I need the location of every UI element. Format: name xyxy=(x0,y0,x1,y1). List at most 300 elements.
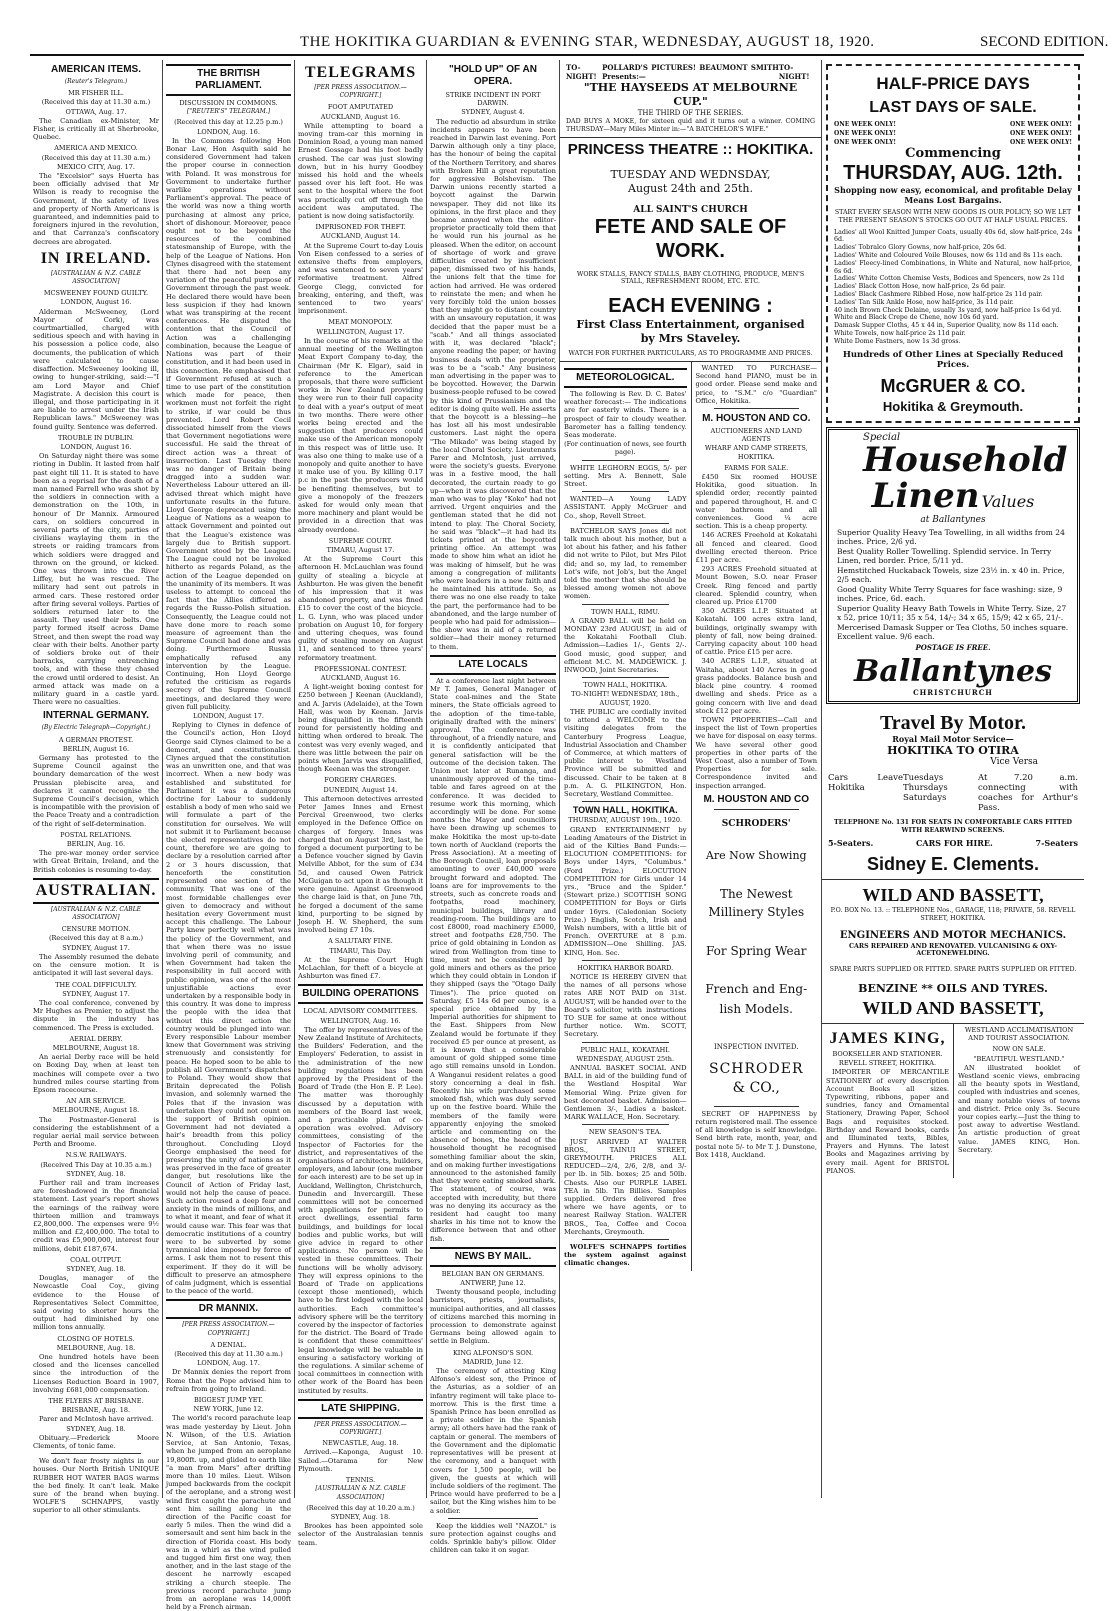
dateline: POSTAL RELATIONS. xyxy=(60,830,132,839)
article-body: Douglas, manager of the Newcastle Coal Coy., giving evidence to the House of Representatives Select Committee, said owing to shorter hours the output had diminished by one million tons annually. xyxy=(33,1274,159,1332)
heading-sub: [AUSTRALIAN & N.Z. CABLE ASSOCIATION] xyxy=(315,1485,406,1501)
james-king-ad xyxy=(822,1024,953,1178)
received-note: (Received this day at 11.30 a.m.) xyxy=(174,1350,283,1359)
place-date: BERLIN, August 16. xyxy=(62,744,130,753)
dateline: AN AIR SERVICE. xyxy=(66,1097,126,1106)
article-body: The world's record parachute leap was made yesterday by Lieut. John N. Wilson, of the U.S. Aviation Service, at San Antonio, Texas, when he jumped from an aeroplane 19,800ft. up, and glided to earth like "a man from Mars" after drifting more than 10 miles. Lieut. Wilson jumped backwards from the cockpit of the aeroplane, and a strong west wind first caught the parachute and sent him sailing along in the direction of the Pacific coast for early 5 miles. Then the wind did a somersault and sent him back in the direction of Florida coast. His body was in a whirl as the wind pulled and tugged him first one way, then another, and in the last stage of the descent he narrowly escaped striking a church steeple. The previous record parachute jump from an aeroplane was 14,000ft held by a French airman. xyxy=(166,1414,291,1611)
received-note: (Received this day at 11.30 a.m.) xyxy=(41,98,151,107)
hayseeds-body: DAD BUYS A MOKE, for sixteen quid and it turns out a winner. COMING THURSDAY—Mary Miles Minter in:—"A BATCHELOR'S WIFE." xyxy=(566,118,815,133)
weather-forecast: The following is Rev. D. C. Bates' weather forecast:— The indications are for easterly winds. There is a prospect of fair to cloudy weather. Barometer has a falling tendency. Seas moderate. xyxy=(564,389,687,439)
princess-theatre-title: PRINCESS THEATRE :: HOKITIKA. xyxy=(567,140,814,158)
article-body: On Saturday night there was some rioting in Dublin. It lasted from half past eight till 11. It is stated to have been as a reprisal for the death of a man named Farrell who was shot by the soldiers in connection with a demonstration on the 10th, in honour of Dr Mannix. Armoured cars, on soldiers concurred in several parts of the city, parties of civilians waylaying them in the streets or raiding tramcars from which soldiers were dragged and thrown on the ground, or kicked. One was thrown into the River Liffey, but he was rescued. The military had sent out patrols in armed cars. These restored order after firing several volleys. Parties of soldiers returned later to the assault. They used their belts. One party formed itself across Dame Street, and then swept the road way clear with their belts. Another party of soldiers broke out of their barracks, carrying entrenching tools, and with these they chased the crowd until ordered to desist. An armed attack was made on a military guard in a castle yard. There were no casualties. xyxy=(33,452,159,707)
sale-item: Ladies' Tobralco Glory Gowns, now half-price, 20s 6d. xyxy=(834,244,1007,252)
connect-time: At 7.20 a.m. connecting with coaches for Arthur's Pass. xyxy=(978,773,1078,814)
grand-entertainment-ad: GRAND ENTERTAINMENT by Leading Amateurs of the District in aid of the Kilties Band Funds:— ELOCUTION COMPETITIONS: for Boys under 14yrs, "Columbus." (Ford Prize.) ELOCUTION COMPETITION for Girls under 14 yrs., "Bruce and the Spider." (Stewart prize.) SCOTTISH SONG COMPETITION for Boys or Girls under 16yrs. (Caledonian Society Prize.) English, Scotch, Irish and Welsh numbers, with a little bit of French. OVERTURE at 8 p.m. ADMISSION—One Shilling. JAS. KING, Hon. Sec. xyxy=(564,825,687,957)
dateline: LOCAL ADVISORY COMMITTEES. xyxy=(303,1007,418,1016)
linen-item: Best Quality Roller Towelling. Splendid service. In Terry Linen, red border. Price, 5/11 yd. xyxy=(837,546,1052,565)
fete-stalls: WORK STALLS, FANCY STALLS, BABY CLOTHING, PRODUCE, MEN'S STALL, REFRESHMENT ROOM, ETC. ETC. xyxy=(576,270,805,286)
bookseller-line: BOOKSELLER AND STATIONER. xyxy=(832,1049,943,1058)
postage-free: POSTAGE IS FREE. xyxy=(915,642,991,652)
place-date: MADRID, June 12. xyxy=(462,1357,524,1366)
secret-happiness-ad: SECRET OF HAPPINESS by return registered mail. The essence of all knowledge is self knowledge. Send birth rate, month, year, and postal note 5/- to Mr T. J. Dunstone, Box 1418, Auckland. xyxy=(695,1109,817,1159)
place-date: LONDON, August 16. xyxy=(60,298,132,307)
dateline: BIGGEST JUMP YET. xyxy=(194,1396,263,1405)
divider xyxy=(582,677,669,678)
place-date: BRISBANE, Aug. 18. xyxy=(61,1406,131,1415)
masthead-rule xyxy=(30,54,1084,56)
place-date: MELBOURNE, August 18. xyxy=(52,1106,140,1115)
article-body: Twenty thousand people, including barristers, priests, journalists, municipal authorities, and all classes of citizens marched this morning in procession to demonstrate against Germans being allowed again to settle in Belgium. xyxy=(430,1288,556,1346)
dateline: CENSURE MOTION. xyxy=(61,925,131,934)
divider xyxy=(714,1106,800,1107)
place-date: TIMARU, August 17. xyxy=(326,545,395,554)
batchelor-ad: BATCHELOR SAYS Jones did not talk much about his mother, but a lot about his father, and his father did not write to Pilot, but Mrs Pilot did; and so, my lad, to remember Lot's wife, not Job's, but the Angel told the mother that she should be blessed among women not above women. xyxy=(564,526,687,601)
tonight-label: TO-NIGHT! xyxy=(566,63,597,81)
continuation-note: (For continuation of news, see fourth page). xyxy=(564,440,687,457)
linen-values-row xyxy=(833,475,1073,516)
schedule-row xyxy=(828,773,1078,813)
divider xyxy=(582,460,669,461)
sale-item: Ladies' Tan Silk Ankle Hose, now half-price, 3s 11d pair. xyxy=(834,298,1014,306)
heading-sub: [PER PRESS ASSOCIATION.—COPYRIGHT.] xyxy=(182,1321,275,1337)
property-146: 146 ACRES Freehold at Kokatahi all fenced and cleared. Good dwelling erected thereon. Price £11 per acre. xyxy=(695,531,817,565)
sale-item: White and Black Crepe de Chene, now 10s 6d yard. xyxy=(834,314,999,322)
article-body: Germany has protested to the Supreme Council against the boundary demarcation of the west Prussian plebiscite area, and declares it cannot recognise the Supreme Council's decision, which is incompatible with the provision of the Peace Treaty and a contradiction of the right of self-determination. xyxy=(33,754,159,828)
sale-item: 40 inch Brown Check Delaine, usually 3s yard, now half-price 1s 6d yd. xyxy=(834,306,1062,314)
divider xyxy=(448,1518,538,1519)
special-household-row xyxy=(833,431,1073,480)
wild-bassett-name-2: WILD AND BASSETT, xyxy=(862,997,1044,1018)
advert-nazol: Keep the kiddies well "NAZOL" is sure protection against coughs and colds. Sprinkle baby's pillow. Older children can take it on sugar. xyxy=(430,1521,556,1555)
heading-sub: [PER PRESS ASSOCIATION.—COPYRIGHT.] xyxy=(314,84,407,100)
place-date: DUNEDIN, August 14. xyxy=(323,785,398,794)
last-days-title: LAST DAYS OF SALE. xyxy=(869,99,1037,116)
james-king-body: IMPORTER OF MERCANTILE STATIONERY of every description Account Books all sizes. Typewriting, ribbons, paper and sundries, fancy and Ornamental Stationery, Drawing Paper, School Bags and requisites stocked. Birthday and Reward books, cards and Illuminated texts, Bibles, Prayers and Hymns. The latest Books and Magazines arriving by every mail. Agent for BRISTOL PIANOS. xyxy=(826,1068,949,1175)
watch-particulars: WATCH FOR FURTHER PARTICULARS, AS TO PROGRAMME AND PRICES. xyxy=(568,350,813,358)
kokatahi-hall-heading: PUBLIC HALL, KOKATAHI. xyxy=(580,1045,670,1054)
article-body: Replying to Clynes in defence of the Council's action, Hon Lloyd George said Clynes claimed to be a democrat, and constitutionalist. Clynes argued that the constitution was an unwritten one, and that was incorrect. When a new body was established and substituted for Parliament it was a dangerous doctrine for Labour to suddenly establish a body of men who said we will formulate a part of the constitution for ourselves. We will not submit it to Parliament because the elected representatives do not count, therefore we are going to declare by a resolution carried after 2 or 3 hours discussion, that henceforth the constitution represented one section of the community. That was one of the most formidable challenges ever given to democracy and without hesitation every Government must accept this challenge. The Labour Party knew perfectly well what was the policy of the Government, and that when there was no issue involving peril of community, and when Government had taken the responsibility in full accord with public opinion, was one of the most unjustifiable actions ever undertaken by a responsible body in this country. It was done to impress the people with the idea that without this direct action the country would be plunged into war. Every responsible Labour member knew that Government was striving strenuously and consistently for peace. He hoped soon to be able to publish all Government's dispatches to Poland. They would show that Britain deprecated the Polish invasion, and solemnly warned the Poles that if the invasion was undertaken they could not count on the support of British opinion. Government had not deviated a hair's breadth from this policy throughout. Concluding Lloyd George emphasised the need for preserving the unity of nations as it was preserved in the face of greater danger, but resolutions like the Council of Action of Friday last, would not help the cause of peace. Such action roused a deep fear and anxiety in the minds of millions, and to what it meant, and fear of what it would cause war. This fear was that democratic institutions of a country were to be subverted by some tyrannical idea imposed by force of arms. I ask them not to resent this experiment. If they do it will be difficult to preserve an atmosphere of calm judgment, which is essential to the peace of the world. xyxy=(166,721,291,1296)
article-body: At the Supreme Court to-day Louis Von Eisen confessed to a series of extensive thefts from employers, and was sentenced to seven years' reformative treatment. Alfred George Clegg, convicted for breaking, entering, and theft, was sentenced to two years' imprisonment. xyxy=(298,241,423,316)
one-week-row xyxy=(834,129,1072,138)
dateline: TROUBLE IN DUBLIN. xyxy=(58,433,134,442)
hire-row xyxy=(828,839,1078,848)
route-line: HOKITIKA TO OTIRA xyxy=(887,744,1019,758)
dateline: BELGIAN BAN ON GERMANS. xyxy=(441,1269,545,1278)
heading-sub: (Reuter's Telegram.) xyxy=(64,78,128,85)
acclimatisation-heading: WESTLAND ACCLIMATISATION AND TOURIST ASSOCIATION. xyxy=(964,1025,1074,1043)
dateline: A GERMAN PROTEST. xyxy=(58,735,134,744)
rimu-ball-ad: A GRAND BALL will be held on MONDAY 23rd AUGUST, in aid of the Kokatahi Football Club. Admission—Ladies 1/-, Gents 2/-. Good music, good supper, and efficient M.C. M. MADGEWICK. J. INWOOD, Joint Secretaries. xyxy=(564,616,687,675)
place-date: OTTAWA, Aug. 17. xyxy=(65,107,127,116)
cars-repaired: CARS REPAIRED AND RENOVATED. VULCANISING & OXY-ACETONEWELDING. xyxy=(848,942,1058,958)
linen-item: Hemstitched Huckaback Towels, size 23½ in. x 40 in. Price, 2/5 each. xyxy=(837,565,1065,584)
dateline: THE FLYERS AT BRISBANE. xyxy=(48,1397,144,1406)
article-body: Parer and McIntosh have arrived. xyxy=(39,1415,154,1424)
basket-social-ad: ANNUAL BASKET SOCIAL AND BALL in aid of the building fund of the Westland Hospital War Memorial Wing. Prize given for best decorated basket. Admission—Gentlemen 3/-, Ladies a basket. MARK WALLACE, Hon. Secretary. xyxy=(564,1064,687,1122)
dateline: PROFESSIONAL CONTEST. xyxy=(314,664,407,673)
place-date: TIMARU, This Day. xyxy=(329,946,392,955)
sale-item: Ladies' Fleecy-lined Combinations, in White and Natural, now half-price, 6s 6d. xyxy=(834,259,1072,275)
each-evening: EACH EVENING : xyxy=(608,295,773,318)
tonight-label: TO-NIGHT! xyxy=(778,63,810,81)
seven-seaters: 7-Seaters xyxy=(1035,837,1078,848)
dateline: IMPRISONED FOR THEFT. xyxy=(315,223,406,232)
article-body: The Postmaster-General is considering the establishment of a regular aerial mail service between Perth and Broome. xyxy=(33,1115,159,1149)
thursday-date: THURSDAY, AUG. 12th. xyxy=(843,162,1063,184)
fete-dates-2: August 24th and 25th. xyxy=(628,181,753,195)
place-date: SYDNEY, Aug. 18. xyxy=(66,1265,126,1273)
heading-telegrams: TELEGRAMS xyxy=(304,64,417,81)
dateline: AMERICA AND MEXICO. xyxy=(54,144,138,153)
article-body: The Canadian ex-Minister, Mr Fisher, is critically ill at Sherbrooke, Quebec. xyxy=(33,116,159,142)
article-body: The offer by representatives of the New Zealand Institute of Architects, the Builders' Federation, and the Employers' Federation, to assist in the administration of the new building regulations has been approved by the President of the Board of Trade (the Hon E. P. Lee). The matter was thoroughly discussed by a deputation with members of the Board last week, and a practicable plan of co-operation was evolved. Advisory committees, consisting of the Inspector of Factories for the district, and representatives of the organisations of architects, builders, employers, and labour (one member for each interest) are to be set up in Auckland, Wellington, Christchurch, Dunedin and Invercargill. These committees will not be concerned with applications for permits to erect dwellings, essential farm buildings, and buildings for local bodies and public works, but will give advice in regard to other applications. No person will be vested in these committees. Their functions will be wholly advisory. They will express opinions to the Board of Trade on applications (except those mentioned), which have to be first lodged with the local authorities. Each committee's advisory sphere will be the territory covered by the inspector of factories for the district. The Board of Trade is confident that these committees' legal knowledge will be valuable in ensuring a satisfactory working of the regulations. A similar scheme of local committees in connection with other work of the Board has been instituted by results. xyxy=(298,1025,423,1395)
church-name: ALL SAINT'S CHURCH xyxy=(633,204,748,215)
linen-item: Mercerised Damask Supper or Tea Cloths, 50 inches square. Excellent value. 9/6 each. xyxy=(837,622,1069,641)
place-date: MEXICO CITY, Aug. 17. xyxy=(57,162,135,171)
received-note: (Received This Day at 10.35 a.m.) xyxy=(40,1160,152,1169)
dateline: FORGERY CHARGES. xyxy=(324,776,397,785)
household-script: Household xyxy=(863,439,1068,480)
bottom-two-col xyxy=(822,1024,1084,1178)
place-date: LONDON, August 16. xyxy=(60,442,132,451)
heading-news-by-mail: NEWS BY MAIL. xyxy=(430,1247,556,1267)
one-week-left: ONE WEEK ONLY! xyxy=(834,121,897,128)
special-label: Special xyxy=(863,431,901,443)
sale-item: Damask Supper Cloths, 45 x 44 in, Superior Quality, now 8s 11d each. xyxy=(834,322,1059,330)
acclimatisation-ad xyxy=(953,1024,1084,1178)
james-king-name: JAMES KING, xyxy=(829,1029,946,1047)
heading-sub: ["REUTER'S" TELEGRAM.] xyxy=(186,108,271,116)
article-body: At the Supreme Court this afternoon H. McLauchlan was found guilty of stealing a bicycle at Ashburton. He was given the benefit of his impression that it was abandoned property, and was fined £15 to cover the cost of the bicycle. L. G. Lynn, who was placed under probation on August 10, for forgery and uttering cheques, was found guilty of stealing money on August 11, and sentenced to three years' reformatory treatment. xyxy=(298,555,423,662)
column-2 xyxy=(162,60,294,1611)
divider xyxy=(714,809,800,810)
entertainment-line: First Class Entertainment, organised xyxy=(576,318,805,332)
divider xyxy=(714,408,800,409)
column-5-ads xyxy=(559,60,821,1498)
half-price-inner xyxy=(832,70,1074,417)
wild-bassett-ad xyxy=(822,880,1084,1024)
dateline: STRIKE INCIDENT IN PORT DARWIN. xyxy=(445,91,541,108)
town-hall-heading-2: TOWN HALL, HOKITIKA. xyxy=(572,805,678,816)
now-on-sale: NOW ON SALE. xyxy=(992,1045,1046,1054)
article-body: At the Supreme Court Hugh McLachlan, for theft of a bicycle at Ashburton was fined £7. xyxy=(298,955,423,981)
service-days: Tuesdays Thursdays Saturdays xyxy=(903,773,948,804)
article-body: In the Commons following Hon Bonar Law, Hon Asquith said he considered Government had taken the proper course in connection with Poland. It was monstrous for Government to undertake further warlike operations without Parliament's approval. The peace of the world was now a thing worth purchasing at almost any price, short of dishonour. Moreover, peace ought not to be beyond the resources of the combined statesmanship of Europe, with the help of the League of Nations. Hon Clynes disagreed with the statement that there had not been any variation of the peaceful purpose of Government through the past week. He declared there would have been less suspicion if they had known what was transpiring at the recent conferences. He disputed the contention that the Council of Action was a challenging combination, because the League of Nations was part of their constitution, and it had been used in this connection. He emphasised that if Government refused at such a time to use part of the constitution which made for peace, then workmen must not forfeit the right to strike, if war could be thus prevented. Lord Robert Cecil dissociated himself from the views that Government negotiations were successful. He said the threat of direct action was a threat of insurrection. Last Tuesday there was no danger of Britain being dragged into a sudden war. Nevertheless Labour uttered an ill-advised threat which might have unfortunate results in the future. Lloyd George deprecated using the League of Nations as a weapon to attack Government and pointed out that the League's existence was largely due to British support. Government stood by the League. The League could not be invoked hitherto as regards Poland, as the action of the League depended on the unanimity of its members. It was useless to attempt to conceal the fact that the Allies differed as regards the Russo-Polish situation. Consequently, the League could not have done more to reach some measure of agreement than the Supreme Council had done and was doing. Furthermore Russia emphatically refused any intervention by the League. Continuing, Hon Lloyd George refuted the criticism as regards secrecy of the Supreme Council meetings, and declared they were given full publicity. xyxy=(166,136,291,711)
article-body: Dr Mannix denies the report from Rome that the Pope advised him to refrain from going to Ireland. xyxy=(166,1368,291,1393)
welcome-ad: THE PUBLIC are cordially invited to attend a WELCOME to the visiting delegates from the Canterbury Progress League, Industrial Association and Chamber of Commerce, at which matters of public interest to Westland Province will be submitted and discussed. Chair to be taken at 8 p.m. A. G. PILKINGTON, Hon. Secretary, Westland Committee. xyxy=(564,707,687,798)
heading-sub: [PER PRESS ASSOCIATION.—COPYRIGHT.] xyxy=(314,1420,407,1437)
article-body: The ceremony of attesting King Alfonso's eldest son, the Prince of the Asturias, as a soldier of an infantry regiment will take place to-morrow. This is the first time a Spanish Prince has been enrolled as a private soldier in the Spanish army; all others have had the rank of captain or general. The members of the Government and the diplomatic representatives will be present at the ceremony, and a banquet with covers for 1,500 people, will be given, the guests at which will include soldiers of the regiment. The Prince would have preferred to be a sailor, but the King wishes him to be a soldier. xyxy=(430,1367,556,1515)
article-body: A light-weight boxing contest for £250 between J Keenan (Auckland), and A. Jarvis (Adelaide), at the Town Hall, was won by Keenan. Jarvis being disqualified in the fifteenth round for persistently holding and hitting when ordered to break. The contest was very evenly waged, and there was little between the pair on points when Jarvis was disqualified, though Keenan was the stronger. xyxy=(298,683,423,774)
ads-left-subcol xyxy=(560,362,691,1271)
one-week-row xyxy=(834,120,1072,129)
at-ballantynes: at Ballantynes xyxy=(920,514,986,525)
benzine-line: BENZINE ** OILS AND TYRES. xyxy=(858,981,1048,995)
place-date: MELBOURNE, August 18. xyxy=(52,1043,140,1052)
article-body: Obituary.—Frederick Moore Clements, of tonic fame. xyxy=(33,1433,159,1451)
mcgruer-location: Hokitika & Greymouth. xyxy=(882,398,1024,414)
dateline: THE COAL DIFFICULTY. xyxy=(55,980,137,989)
advert-hot-water-bags: We don't fear frosty nights in our houses. Our North British UNIQUE RUBBER HOT WATER BAGS warms the bed finely. It can't leak. Make sure of the brand when buying. WOLFE'S SCHNAPPS, vastly superior to all other stimulants. xyxy=(33,1457,159,1515)
schroders-name: SCHRODERS' xyxy=(721,818,791,829)
place-date: WELLINGTON, August 17. xyxy=(316,327,405,336)
mcgruer-name: McGRUER & CO. xyxy=(880,375,1026,396)
place-date: LONDON, Aug. 16. xyxy=(197,127,260,136)
harbour-notice: NOTICE IS HEREBY GIVEN that the names of all persons whose rates ARE NOT PAID on 31st. AUGUST, will be handed over to the Board's solicitor, with instructions TO SUE for same at once without further notice. Wm. SCOTT, Secretary. xyxy=(564,972,687,1039)
place-date: SYDNEY, Aug. 18. xyxy=(66,1424,126,1433)
one-week-left: ONE WEEK ONLY! xyxy=(834,139,897,146)
heading-american-items: AMERICAN ITEMS. xyxy=(51,64,141,75)
ballantynes-linen-ad xyxy=(826,427,1080,705)
place-date: SYDNEY, August 17. xyxy=(62,989,130,998)
property-340: 340 ACRES L.I.P., situated at Waitaha, about 140 Acres in good grass paddocks. Balance bush and black pine country. 4 roomed dwelling and sheds. Price as a going concern with live and dead stock £12 per acre. xyxy=(695,657,817,715)
wild-bassett-name: WILD AND BASSETT, xyxy=(862,884,1044,905)
kokatahi-date: WEDNESDAY, AUGUST 25th. xyxy=(576,1054,675,1063)
heading-dr-mannix: DR MANNIX. xyxy=(166,1299,291,1319)
town-hall-heading: TOWN HALL, HOKITIKA. xyxy=(583,681,668,690)
fete-title: FETE AND SALE OF WORK. xyxy=(594,215,787,262)
houston-heading: M. HOUSTON AND CO. xyxy=(702,413,811,424)
dateline: COAL OUTPUT. xyxy=(70,1255,122,1264)
heading-hold-up-opera: "HOLD UP" OF AN OPERA. xyxy=(449,64,537,87)
harbour-board-heading: HOKITIKA HARBOR BOARD. xyxy=(577,963,674,972)
sale-item: Ladies' White Cotton Chemise Vests, Bodices and Spencers, now 2s 11d xyxy=(834,275,1065,283)
article-body: One hundred hotels have been closed and the licenses cancelled since the introduction of the Licenses Reduction Board in 1907, involving £681,000 compensation. xyxy=(33,1353,159,1394)
article-body: Alderman McSweeney, (Lord Mayor of Cork), was courtmartialled, charged with seditious speech and with having in his possession a police code, also documents, the publication of which were calculated to cause disaffection. McSweeney looking ill, owing to hunger-striking, said:—"I am Lord Mayor and Chief Magistrate. A decision this court is illegal, and those participating in it are liable to arrest under the Irish Republican laws." McSweeney was found guilty. Sentence was deferred. xyxy=(33,307,159,431)
revell-street: REVELL STREET, HOKITIKA. xyxy=(838,1059,937,1068)
farms-for-sale: FARMS FOR SALE. xyxy=(724,463,789,472)
article-body: The Assembly resumed the debate on the censure motion. It is anticipated it will last several days. xyxy=(33,952,159,978)
heading-sub: [AUSTRALIAN & N.Z. CABLE ASSOCIATION] xyxy=(50,269,142,286)
town-properties: TOWN PROPERTIES—Call and inspect the list of Town properties we have for disposal on easy terms. We have several other good properties in other parts of the West Coast, also a number of Town Properties for sale. Correspondence invited and inspection arranged. xyxy=(695,715,817,790)
season-policy: START EVERY SEASON WITH NEW GOODS IS OUR POLICY; SO WE LET THE PRESENT SEASON'S STOCKS GO OUT AT HALF USUAL PRICES. xyxy=(834,209,1072,224)
houston-sub: AUCTIONEERS AND LAND AGENTS xyxy=(710,427,803,444)
article-body: This afternoon detectives arrested Peter James Innes and Ernest Percival Greenwood, two clerks employed in the Defence Office on charges of forgery. Innes was charged that on August 3rd, last, he forged a document purporting to be a Defence voucher signed by Gavin Melville Abbot, for the sum of £34 5d, and caused Owen Patrick McGuigan to act upon it as though it were genuine. Against Greenwood the charge laid is that, on June 7th, he forged a document of the same kind, purporting to be signed by Joseph H. W. Shepherd, the sum involved being £7 10s. xyxy=(298,794,423,935)
place-date: WELLINGTON, Aug. 16. xyxy=(320,1016,401,1025)
now-showing: Are Now Showing xyxy=(705,848,807,862)
column-1 xyxy=(30,60,162,1515)
leghorn-eggs-ad: WHITE LEGHORN EGGS, 5/- per setting. Mrs A. Bennett, Sale Street. xyxy=(564,463,687,489)
article-body: Arrived.—Kaponga, August 10. Sailed.—Otarama for New Plymouth. xyxy=(298,1448,423,1473)
place-date: LONDON, August 17. xyxy=(193,712,264,721)
place-date: SYDNEY, Aug. 18. xyxy=(66,1169,126,1178)
cars-leave: Cars Leave Hokitika xyxy=(828,773,903,794)
hayseeds-sub: THE THIRD OF THE SERIES. xyxy=(637,109,744,117)
place-date: BERLIN, Aug. 16. xyxy=(66,840,126,849)
wanted-lady-ad: WANTED—A Young LADY ASSISTANT. Apply McGruer and Co., shop, Revell Street. xyxy=(564,495,687,520)
heading-internal-germany: INTERNAL GERMANY. xyxy=(43,710,149,722)
heading-sub: (By Electric Telegraph—Copyright.) xyxy=(41,724,151,732)
place-date: AUCKLAND, August 14. xyxy=(320,232,401,241)
linen-item: Good Quality White Terry Squares for face washing: size, 9 inches. Price, 6d. each. xyxy=(837,584,1063,603)
place-date: SYDNEY, August 4. xyxy=(461,108,525,117)
hayseeds-title: "THE HAYSEEDS AT MELBOURNE CUP." xyxy=(583,81,798,108)
place-date: LONDON, Aug. 17. xyxy=(197,1359,260,1368)
dateline: FOOT AMPUTATED xyxy=(327,103,394,112)
spare-parts: SPARE PARTS SUPPLIED OR FITTED. SPARE PARTS SUPPLIED OR FITTED. xyxy=(829,966,1077,974)
heading-tennis: TENNIS. xyxy=(345,1476,376,1485)
divider xyxy=(582,1042,669,1043)
schroders-ad xyxy=(696,818,818,1096)
beautiful-westland: "BEAUTIFUL WESTLAND." xyxy=(973,1054,1065,1063)
divider xyxy=(582,604,669,605)
one-week-left: ONE WEEK ONLY! xyxy=(834,130,897,137)
houston-address: WHARF AND CAMP STREETS, HOKITIKA. xyxy=(704,444,808,461)
dateline: CLOSING OF HOTELS. xyxy=(57,1334,135,1343)
telephone-line: TELEPHONE No. 131 FOR SEATS IN COMFORTABLE CARS FITTED WITH REARWIND SCREENS. xyxy=(834,819,1072,835)
engineers-line: ENGINEERS AND MOTOR MECHANICS. xyxy=(839,929,1067,941)
received-note: (Received this day at 11.30 a.m.) xyxy=(41,153,151,162)
sidney-clements: Sidney E. Clements. xyxy=(866,853,1040,874)
one-week-right: ONE WEEK ONLY! xyxy=(1009,130,1072,137)
fete-dates: TUESDAY AND WEDNSDAY, xyxy=(610,167,771,181)
organiser-line: by Mrs Staveley. xyxy=(640,332,741,346)
dateline: MEAT MONOPOLY. xyxy=(328,318,393,327)
column-6-ads xyxy=(821,60,1084,1498)
property-450: £450 Six roomed HOUSE Hokitika, good situation. In splendid order, recently painted and papered throughout, H. and C water bathroom and all conveniences. Good ¼ acre section. This is a cheap property. xyxy=(695,473,817,531)
article-body: Brookes has been appointed sole selector of the Australasian tennis team. xyxy=(298,1522,423,1547)
dateline: AERIAL DERBY. xyxy=(69,1034,123,1043)
divider xyxy=(582,801,669,802)
dateline: DISCUSSION IN COMMONS. xyxy=(179,99,278,107)
sale-item: Ladies' all Wool Knitted Jumper Coats, usually 40s 6d, slow half-price, 24s 6d. xyxy=(834,228,1072,244)
christchurch-label: CHRISTCHURCH xyxy=(913,688,993,698)
place-date: NEW YORK, June 12. xyxy=(193,1405,264,1414)
travel-by-motor-ad xyxy=(822,708,1084,880)
vice-versa: Vice Versa xyxy=(990,757,1038,768)
values-label: Values xyxy=(981,491,1035,511)
inspection-invited: INSPECTION INVITED. xyxy=(714,1043,799,1052)
heading-in-ireland: IN IRELAND. xyxy=(40,249,152,267)
tea-ad: JUST ARRIVED AT WALTER BROS., TAINUI STREET, GREYMOUTH. PRICES ALL REDUCED—2/4, 2/6, 2/8, and 3/- per lb. in 5lb. boxes; 25 and 50lb. Chests. Also our PURPLE LABEL TEA in 5lb. Tin Billies. Samples supplied. Orders delivered free where we have agents, or to nearest Railway Station. WALTER BROS., Tea, Coffee and Cocoa Merchants, Greymouth. xyxy=(564,1137,687,1236)
dateline: N.S.W. RAILWAYS. xyxy=(65,1151,127,1160)
cars-for-hire: CARS FOR HIRE. xyxy=(916,837,993,848)
article-body: Further rail and tram increases are foreshadowed in the financial statement. Last year's report shows the earnings of the railway were thirteen million and tramways £2,800,000. The expenses were 9½ million and £2,400,000. The total to credit was £5,900,000, interest four millions, debit £187,674. xyxy=(33,1178,159,1253)
english-models: lish Models. xyxy=(719,1001,793,1016)
sale-item: Ladies' Black Cotton Hose, now half-price, 2s 6d pair. xyxy=(834,283,1006,291)
millinery-styles: Millinery Styles xyxy=(708,905,805,920)
place-date: MELBOURNE, Aug. 18. xyxy=(56,1343,136,1352)
tonight-date: TO-NIGHT! WEDNESDAY, 18th., AUGUST, 1920. xyxy=(571,690,680,707)
houston-footer: M. HOUSTON AND CO xyxy=(703,793,810,805)
dateline: MR FISHER ILL. xyxy=(68,89,124,98)
entertainment-date: THURSDAY, AUGUST 19th., 1920. xyxy=(568,816,683,825)
received-note: (Received this day at 12.25 p.m.) xyxy=(174,118,283,127)
property-293: 293 ACRES Freehold situated at Mount Bowen, S.O. near Fraser Creek. Ring fenced and partly cleared. Splendid country, when cleared up. Price £1700 xyxy=(695,565,817,607)
divider xyxy=(582,1124,669,1125)
linen-script: Linen xyxy=(871,475,980,516)
heading-late-shipping: LATE SHIPPING. xyxy=(298,1399,423,1419)
linen-item: Superior Quality Heavy Tea Towelling, in all widths from 24 inches. Price, 2/6 yd. xyxy=(837,527,1065,546)
half-price-days-ad xyxy=(826,64,1080,423)
schroder-co: & CO., xyxy=(732,1079,780,1096)
french-models: French and Eng- xyxy=(705,981,808,996)
sale-items-list xyxy=(834,229,1072,346)
linen-item: Superior Quality Heavy Bath Towels in White Terry. Size, 27 x 52, price 10/11; 35 x 54, 14/-; 34 x 65, 15/9; 42 x 65, 21/-. xyxy=(837,603,1067,622)
place-date: NEWCASTLE, Aug. 18. xyxy=(322,1439,399,1448)
article-body: The reductio ad absurdum in strike incidents appears to have been reached in Darwin last evening. Port Darwin although only a tiny place, has the honour of being the capital of the Northern Territory, and shares with Broken Hill a great reputation for aggressive Bolshevism. The Darwin unions recently started a boycott against the Darwin newspaper. They did not like its opinions, in the first place and they became annoyed when the editor-proprietor practically told them that he would run his journal as he pleased. When the editor, on account of shortage of work and grave difficulties created by insufficient paper, dismissed two of his hands, the unions felt that the time for action had arrived. He was ordered to reinstate the men; and when he very forcibly told the union bosses that they might go to distant country with an unsavoury reputation, it was decided that the paper must be a "scab." And all things associated with it, was declared "black"; anyone reading the paper, or having business deals with the proprietor, was to be a "scab." Any business man advertising in the paper was to be boycotted. However, the Darwin business-people refused to be cowed by this kind of Prussianism and the editor is doing quite well. He asserts that the boycott is a blessing—he has lost all his most undesirable customers. Last night the opera "The Mikado" was being staged by the local Choral Society. Lieutenants Parer and McIntosh, just arrived, were the society's guests. Everyone was in a festive mood, the hall decorated, the curtain ready to go up—when it was discovered that the man who was to play "Koko" had not arrived. Urgent enquiries and the gentleman stated that he did not intend to play. The Choral Society, he said was "black"—it had had its tickets printed at the boycotted printing office. An attempt was made to show him what an idiot he was making of himself, but he was among a congregation of militants who were leaders in a new faith and he maintained his attitude. So, as there was no one else ready to take the part, the performance had to be abandoned, and the large number of people who had paid for admission—the show was in aid of a returned soldier—had their money returned to them. xyxy=(430,117,557,651)
ads-two-col xyxy=(560,362,821,1271)
article-body: An aerial Derby race will be held on Boxing Day, when at least ten machines will compete over a two hundred miles course starting from Epsom racecourse. xyxy=(33,1053,159,1094)
divider xyxy=(582,523,669,524)
received-note: (Received this day at 10.20 a.m.) xyxy=(306,1503,415,1512)
one-week-right: ONE WEEK ONLY! xyxy=(1009,121,1072,128)
column-3 xyxy=(294,60,426,1547)
heading-late-locals: LATE LOCALS xyxy=(430,655,556,675)
wild-bassett-address: P.O. BOX No. 13. :: TELEPHONE Nos., GARAGE, 118; PRIVATE, 58. REVELL STREET, HOKITIKA. xyxy=(830,906,1076,922)
dateline: MCSWEENEY FOUND GUILTY. xyxy=(43,289,149,298)
article-body: The pre-war money order service with Great Britain, Ireland, and the British colonies is resuming to-day. xyxy=(33,849,159,874)
place-date: AUCKLAND, August 16. xyxy=(320,112,401,121)
masthead xyxy=(0,0,1114,60)
meteorological-heading: METEOROLOGICAL. xyxy=(564,368,687,388)
dateline: A DENIAL. xyxy=(210,1340,247,1349)
half-price-title: HALF-PRICE DAYS xyxy=(876,74,1030,93)
commencing-label: Commencing xyxy=(905,146,1001,161)
pollards-pictures-ad xyxy=(560,60,821,138)
heading-british-parliament: THE BRITISH PARLIAMENT. xyxy=(166,64,291,96)
place-date: AUCKLAND, August 16. xyxy=(320,674,401,683)
place-date: SYDNEY, Aug. 18. xyxy=(330,1512,391,1521)
wolfe-schnapps-ad: WOLFE'S SCHNAPPS fortifies the system against against climatic changes. xyxy=(564,1243,687,1268)
divider xyxy=(51,1453,141,1454)
travel-title: Travel By Motor. xyxy=(879,712,1027,735)
article-body: While attempting to board a moving tram-car this morning in Dominion Road, a young man named Ernest Gossage had his foot badly crushed. The car was just slowing down, but in his hurry Goodbey missed his hold and the wheels passed over his left foot. He was sent to the hospital where the foot was practically cut off through the accident was amputated. The patient is now doing satisfactorily. xyxy=(298,121,423,221)
property-350: 350 ACRES L.I.P. Situated at Kokatahi. 100 acres extra land, buildings, originally swampy with plenty of fall, now being drained. Carrying capacity about 100 head of cattle. Price £15 per acre. xyxy=(695,607,817,657)
article-body: The coal conference, convened by Mr Hughes as Premier, to adjust the dispute in the industry has commenced. The Press is excluded. xyxy=(33,998,159,1032)
spring-wear: For Spring Wear xyxy=(706,943,807,958)
heading-australian: AUSTRALIAN. xyxy=(33,878,159,904)
received-note: (Received this day at 8 a.m.) xyxy=(48,934,144,943)
dateline: A SALUTARY FINE. xyxy=(328,937,393,946)
acclimatisation-body: AN illustrated booklet of Westland scenic views, embracing all the beauty spots in Westland, coupled with industries and scenes, and many notable views of towns and district. Price only 3s. Secure your copies early.—Just the thing to post away to advertise Westland. An artistic production of great value. JAMES KING, Hon. Secretary. xyxy=(958,1063,1080,1154)
sale-item: Ladies' White and Coloured Voile Blouses, now 6s 11d and 8s 11s each. xyxy=(834,251,1063,259)
heading-building-operations: BUILDING OPERATIONS xyxy=(298,984,423,1004)
article-body: In the course of his remarks at the annual meeting of the Wellington Meat Export Company to-day, the Chairman (Mr K. Elgar), said in reference to the American proposals, that there were sufficient works in New Zealand providing they were run to their full capacity to deal with a year's output of meat in two months. There were other works being erected and the suggestion that producers could make use of the American monopoly in this respect was of little use. It was also one thing to make use of a monopoly and quite another to have it make use of you. By killing 0.17 p.c in the past the producers would be benefiting themselves, but to give a monopoly of the freezers asked for would only mean that more machinery and plant would be provided in a direction that was already overdone. xyxy=(298,336,423,534)
dateline: SUPREME COURT. xyxy=(328,536,393,545)
newspaper-title: THE HOKITIKA GUARDIAN & EVENING STAR, WEDNESDAY, AUGUST 18, 1920. xyxy=(300,34,875,50)
sale-item: White Towels, now half-price 2s 11d pair. xyxy=(834,329,966,337)
divider xyxy=(582,960,669,961)
the-newest: The Newest xyxy=(719,887,793,902)
rimu-hall-heading: TOWN HALL, RIMU. xyxy=(591,607,660,616)
heading-sub: [AUSTRALIAN & N.Z. CABLE ASSOCIATION] xyxy=(50,905,142,922)
pollards-label: POLLARD'S PICTURES! BEAUMONT SMITH Presents:— xyxy=(602,63,779,81)
tea-heading: NEW SEASON'S TEA. xyxy=(588,1128,662,1137)
five-seaters: 5-Seaters. xyxy=(828,837,874,848)
sale-item: Ladies' Black Cashmere Ribbed Hose, now half-price 2s 11d pair. xyxy=(834,290,1043,298)
shopping-line: Shopping now easy, economical, and profitable Delay Means Lost Bargains. xyxy=(834,185,1072,205)
wanted-piano-ad: WANTED TO PURCHASE—Second hand PIANO, must be in good order. Please send make and price, to "S.M." c/o "Guardian" Office, Hokitika. xyxy=(695,363,817,405)
column-4 xyxy=(426,60,559,1555)
schroder-name: SCHRODER xyxy=(708,1061,804,1078)
princess-theatre-ad xyxy=(560,138,821,362)
article-body: The "Excelsior" says Huerta has been officially advised that Mr Wilson is ready to recognise the Government, if the safety of lives and property of North Americans is guaranteed, and indemnities paid to foreigners injured in the revolution, and that Carranza's confiscatory decrees are abrogated. xyxy=(33,172,159,246)
divider xyxy=(582,1239,669,1240)
one-week-right: ONE WEEK ONLY! xyxy=(1009,139,1072,146)
sale-item: White Dome Fastners, now 1s 3d gross. xyxy=(834,337,961,345)
divider xyxy=(582,491,669,492)
ads-right-subcol xyxy=(691,362,822,1271)
ballantynes-script: Ballantynes xyxy=(854,654,1052,690)
pictures-top-row xyxy=(566,63,815,81)
edition-label: SECOND EDITION. xyxy=(980,34,1109,50)
hundreds-lines: Hundreds of Other Lines at Specially Reduced Prices. xyxy=(842,349,1064,370)
royal-mail-line: Royal Mail Motor Service— xyxy=(892,734,1014,745)
article-body: At a conference last night between Mr T. James, General Manager of State coal-mines and the State miners, the State officials agreed to the adoption of the time-table, originally drafted with the miners' approval. The conference was throughout, of a friendly nature, and it is confidently anticipated that general satisfaction will be the outcome of the decision taken. The Union met later at Runanga, and unanimously approved of the time-table and fares agreed on at the conference. It was decided to resume work this morning, which accordingly will be done. For some months the Mayor and councillors have been drawing up schemes to make Hokitika the most up-to-date town north of Auckland (reports the Press Association). At a meeting of the Borough Council, loan proposals amounting to over £40,000 were brought forward and adopted. The loans are for improvements to the streets, such as concrete roads and footpaths, road machinery, municipal buildings, library and reading-room. The buildings are to cost £8000, road machinery £5000, street and footpaths £28,750. The price of gold obtaining in London as wired from Wellington from time to time, must not be considered by gold miners and others as the price which they could obtain in London if they shipped (says the "Otago Daily Times"). The price quoted on Saturday, £5 14s 6d per ounce, is a special price obtained by the Imperial authorities for shipment to the East. Shippers from New Zealand would be fortunate if they received £5 per ounce at present, as it is known that a considerable amount of gold shipped some time ago still remains unsold in London. A Wanganui resident relates a good story concerning a deal in fish. Recently his wife purchased some smoked fish, which was duly served up on the festive board. While the members of the family were apparently enjoying the smoked article and commenting on the absence of bones, the head of the household thought he recognised something familiar about the skin, and on making further investigations announced to the astonished family that they were eating smoked shark. The statement, of course, was accepted with incredulity, but there was no denying its accuracy as the resident had caught too many sharks in his time not to know the difference between that and other fish. xyxy=(430,676,556,1243)
dateline: KING ALFONSO'S SON. xyxy=(452,1348,534,1357)
place-date: SYDNEY, August 17. xyxy=(62,943,130,952)
